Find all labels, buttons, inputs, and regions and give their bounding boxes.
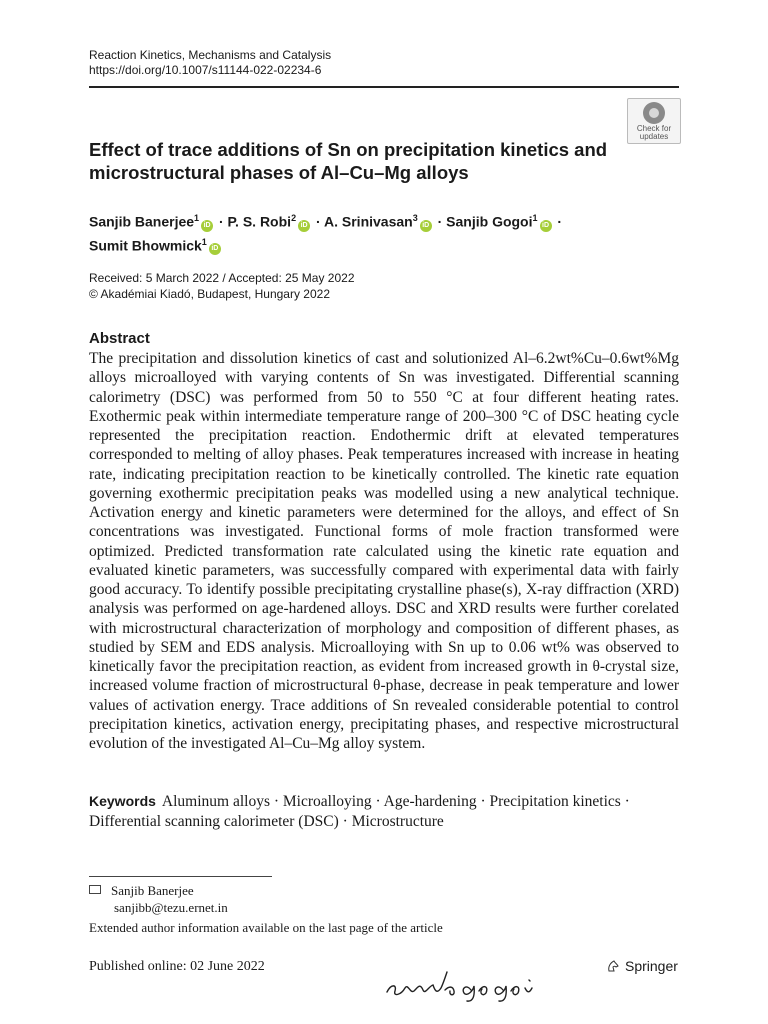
author-name[interactable]: Sumit Bhowmick: [89, 237, 202, 254]
received-accepted: Received: 5 March 2022 / Accepted: 25 May 2022: [89, 271, 355, 285]
correspondence: [89, 882, 228, 916]
orcid-icon[interactable]: iD: [209, 243, 221, 255]
journal-doi[interactable]: https://doi.org/10.1007/s11144-022-02234-6: [89, 63, 322, 77]
author-affiliation: 1: [194, 213, 200, 223]
author-affiliation: 2: [291, 213, 297, 223]
article-dates: [89, 270, 355, 302]
author-affiliation: 3: [412, 213, 418, 223]
footnote-rule: [89, 876, 272, 877]
published-online: Published online: 02 June 2022: [89, 959, 265, 974]
author-name[interactable]: A. Srinivasan: [324, 213, 413, 230]
article-title: Effect of trace additions of Sn on precipitation kinetics and microstructural phases of Al–Cu–Mg alloys: [89, 139, 608, 183]
author-affiliation: 1: [201, 236, 207, 247]
orcid-icon[interactable]: iD: [420, 220, 432, 232]
author-name[interactable]: P. S. Robi: [227, 213, 292, 230]
header-rule: [89, 86, 679, 88]
keywords-label: Keywords: [89, 793, 156, 809]
publisher-name: Springer: [625, 958, 678, 974]
check-for-updates-badge[interactable]: [627, 98, 681, 144]
orcid-icon[interactable]: iD: [201, 220, 213, 232]
author-affiliation: 1: [532, 213, 538, 223]
orcid-icon[interactable]: iD: [540, 220, 552, 232]
correspondence-email[interactable]: sanjibb@tezu.ernet.in: [114, 900, 228, 915]
copyright: © Akadémiai Kiadó, Budapest, Hungary 2022: [89, 287, 330, 301]
badge-line1: Check for: [636, 124, 672, 133]
publisher: [606, 958, 678, 974]
badge-line2: updates: [639, 132, 669, 141]
keywords: [89, 792, 679, 831]
abstract-heading: Abstract: [89, 330, 150, 347]
keywords-text: Aluminum alloys · Microalloying · Age-hardening · Precipitation kinetics · Differential scanning calorimeter (DSC) · Microstructure: [89, 793, 630, 830]
author-name[interactable]: Sanjib Banerjee: [89, 213, 195, 230]
orcid-icon[interactable]: iD: [298, 220, 310, 232]
handwritten-signature: [383, 964, 548, 1004]
journal-name: Reaction Kinetics, Mechanisms and Catalysis: [89, 48, 332, 62]
author-name[interactable]: Sanjib Gogoi: [446, 213, 533, 230]
check-for-updates-icon: [643, 102, 665, 124]
abstract-text: The precipitation and dissolution kinetics of cast and solutionized Al–6.2wt%Cu–0.6wt%Mg alloys microalloyed with varying contents of Sn was investigated. Differential scanning calorimetry (DSC) was performed from 50 to 550 °C at four different heating rates. Exothermic peak within intermediate temperature range of 200–300 °C of DSC heating cycle represented the precipitation reaction. Endothermic drift at elevated temperatures corresponded to melting of alloy phases. Peak temperatures increased with increase in heating rate, indicating precipitation reaction to be kinetically controlled. The kinetic rate equation governing exothermic precipitation peaks was modelled using a new analytical technique. Activation energy and kinetic parameters were determined for the alloys, and effect of Sn concentrations was investigated. Functional forms of mole fraction transformed were optimized. Predicted transformation rate calculated using the kinetic rate equation and evaluated kinetic parameters, was successfully compared with experimental data with fairly good accuracy. To identify possible precipitating crystalline phase(s), X-ray diffraction (XRD) analysis was performed on age-hardened alloys. DSC and XRD results were further corelated with microstructural characterization of morphology and composition of different phases, as studied by SEM and EDS analysis. Microalloying with Sn up to 0.06 wt% was observed to kinetically favor the precipitation reaction, as evident from increased growth in θ-crystal size, increased volume fraction of microstructural θ-phase, decrease in peak temperature and lower values of activation energy. Trace additions of Sn revealed considerable potential to control precipitation kinetics, activation energy, precipitating phases, and respective microstructural evolution of the investigated Al–Cu–Mg alloy system.: [89, 350, 679, 752]
envelope-icon: [89, 885, 101, 894]
journal-header: [89, 48, 331, 78]
correspondence-name: Sanjib Banerjee: [111, 883, 194, 898]
springer-horse-icon: [606, 959, 620, 973]
extended-author-info: Extended author information available on the last page of the article: [89, 920, 443, 935]
author-list: Sanjib Banerjee$^1$iD · P. S. Robi$^2$iD · A. Srinivasan$^3$iD · Sanjib Gogoi$^1$iD · Sumit Bhowmick$^1$iD: [89, 213, 563, 254]
